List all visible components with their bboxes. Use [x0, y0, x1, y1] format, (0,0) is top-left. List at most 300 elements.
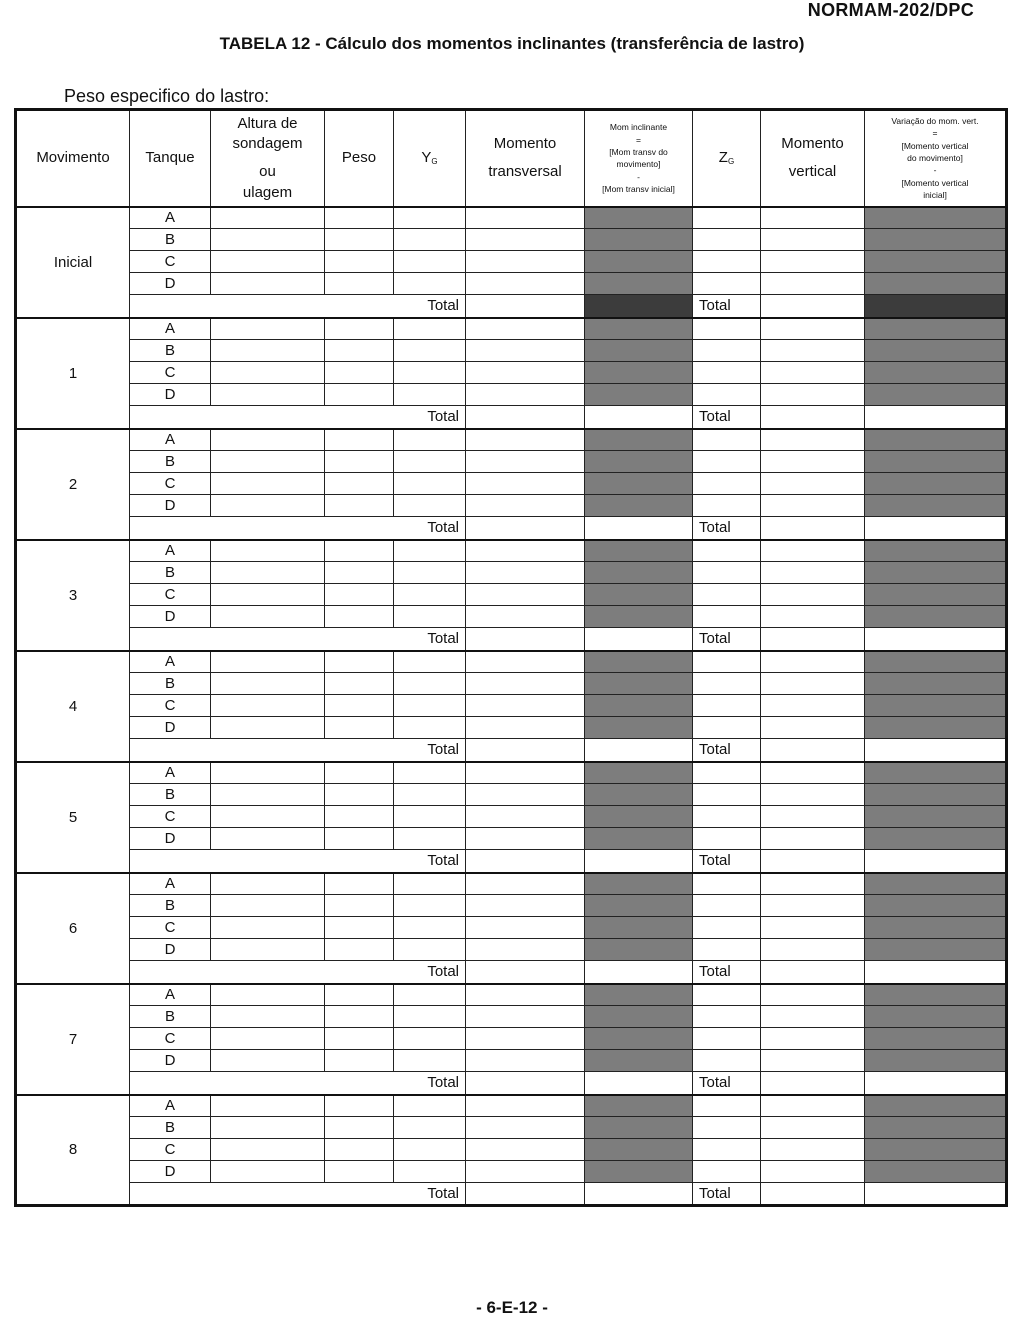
momento-vertical-cell[interactable]	[761, 784, 865, 806]
momento-vertical-cell[interactable]	[761, 717, 865, 739]
zg-cell[interactable]	[693, 229, 761, 251]
peso-cell[interactable]	[325, 1139, 394, 1161]
altura-cell[interactable]	[211, 207, 325, 229]
mom-inclinante-cell[interactable]	[585, 1028, 693, 1050]
variacao-cell[interactable]	[865, 984, 1007, 1006]
momento-vertical-cell[interactable]	[761, 1050, 865, 1072]
mom-inclinante-cell[interactable]	[585, 1117, 693, 1139]
altura-cell[interactable]	[211, 1117, 325, 1139]
momento-transversal-cell[interactable]	[466, 806, 585, 828]
zg-cell[interactable]	[693, 1117, 761, 1139]
yg-cell[interactable]	[394, 673, 466, 695]
variacao-cell[interactable]	[865, 1050, 1007, 1072]
yg-cell[interactable]	[394, 762, 466, 784]
mom-inclinante-cell[interactable]	[585, 451, 693, 473]
momento-transversal-cell[interactable]	[466, 562, 585, 584]
zg-cell[interactable]	[693, 340, 761, 362]
mom-inclinante-cell[interactable]	[585, 273, 693, 295]
variacao-cell[interactable]	[865, 584, 1007, 606]
momento-vertical-total-cell[interactable]	[761, 961, 865, 984]
altura-cell[interactable]	[211, 806, 325, 828]
momento-transversal-cell[interactable]	[466, 1117, 585, 1139]
variacao-total-cell[interactable]	[865, 961, 1007, 984]
momento-vertical-cell[interactable]	[761, 207, 865, 229]
yg-cell[interactable]	[394, 1139, 466, 1161]
altura-cell[interactable]	[211, 917, 325, 939]
momento-vertical-cell[interactable]	[761, 1095, 865, 1117]
momento-vertical-total-cell[interactable]	[761, 1183, 865, 1206]
zg-cell[interactable]	[693, 495, 761, 517]
mom-inclinante-cell[interactable]	[585, 1139, 693, 1161]
altura-cell[interactable]	[211, 984, 325, 1006]
momento-transversal-total-cell[interactable]	[466, 406, 585, 429]
mom-inclinante-cell[interactable]	[585, 917, 693, 939]
altura-cell[interactable]	[211, 340, 325, 362]
zg-cell[interactable]	[693, 207, 761, 229]
altura-cell[interactable]	[211, 429, 325, 451]
zg-cell[interactable]	[693, 873, 761, 895]
momento-transversal-cell[interactable]	[466, 1050, 585, 1072]
peso-cell[interactable]	[325, 695, 394, 717]
momento-vertical-cell[interactable]	[761, 362, 865, 384]
zg-cell[interactable]	[693, 1139, 761, 1161]
zg-cell[interactable]	[693, 473, 761, 495]
peso-cell[interactable]	[325, 318, 394, 340]
zg-cell[interactable]	[693, 273, 761, 295]
yg-cell[interactable]	[394, 251, 466, 273]
altura-cell[interactable]	[211, 229, 325, 251]
zg-cell[interactable]	[693, 806, 761, 828]
altura-cell[interactable]	[211, 1050, 325, 1072]
momento-vertical-cell[interactable]	[761, 473, 865, 495]
zg-cell[interactable]	[693, 562, 761, 584]
momento-transversal-total-cell[interactable]	[466, 1183, 585, 1206]
momento-transversal-total-cell[interactable]	[466, 295, 585, 318]
altura-cell[interactable]	[211, 451, 325, 473]
zg-cell[interactable]	[693, 717, 761, 739]
yg-cell[interactable]	[394, 1117, 466, 1139]
yg-cell[interactable]	[394, 917, 466, 939]
momento-transversal-cell[interactable]	[466, 340, 585, 362]
peso-cell[interactable]	[325, 1028, 394, 1050]
variacao-cell[interactable]	[865, 1095, 1007, 1117]
mom-inclinante-cell[interactable]	[585, 251, 693, 273]
momento-transversal-cell[interactable]	[466, 606, 585, 628]
variacao-cell[interactable]	[865, 473, 1007, 495]
momento-vertical-cell[interactable]	[761, 673, 865, 695]
zg-cell[interactable]	[693, 318, 761, 340]
zg-cell[interactable]	[693, 984, 761, 1006]
variacao-cell[interactable]	[865, 873, 1007, 895]
variacao-cell[interactable]	[865, 340, 1007, 362]
yg-cell[interactable]	[394, 695, 466, 717]
variacao-cell[interactable]	[865, 673, 1007, 695]
mom-inclinante-cell[interactable]	[585, 473, 693, 495]
peso-cell[interactable]	[325, 1006, 394, 1028]
momento-vertical-cell[interactable]	[761, 1161, 865, 1183]
peso-cell[interactable]	[325, 606, 394, 628]
yg-cell[interactable]	[394, 384, 466, 406]
yg-cell[interactable]	[394, 473, 466, 495]
altura-cell[interactable]	[211, 1028, 325, 1050]
yg-cell[interactable]	[394, 429, 466, 451]
mom-inclinante-cell[interactable]	[585, 495, 693, 517]
momento-vertical-cell[interactable]	[761, 695, 865, 717]
momento-transversal-cell[interactable]	[466, 873, 585, 895]
momento-vertical-cell[interactable]	[761, 651, 865, 673]
peso-cell[interactable]	[325, 207, 394, 229]
momento-transversal-cell[interactable]	[466, 673, 585, 695]
variacao-cell[interactable]	[865, 1028, 1007, 1050]
variacao-cell[interactable]	[865, 651, 1007, 673]
yg-cell[interactable]	[394, 984, 466, 1006]
momento-vertical-cell[interactable]	[761, 429, 865, 451]
yg-cell[interactable]	[394, 873, 466, 895]
zg-cell[interactable]	[693, 606, 761, 628]
yg-cell[interactable]	[394, 1161, 466, 1183]
mom-inclinante-cell[interactable]	[585, 207, 693, 229]
momento-vertical-total-cell[interactable]	[761, 295, 865, 318]
yg-cell[interactable]	[394, 784, 466, 806]
mom-inclinante-cell[interactable]	[585, 762, 693, 784]
peso-cell[interactable]	[325, 1117, 394, 1139]
yg-cell[interactable]	[394, 318, 466, 340]
momento-transversal-cell[interactable]	[466, 1095, 585, 1117]
yg-cell[interactable]	[394, 207, 466, 229]
momento-transversal-total-cell[interactable]	[466, 739, 585, 762]
altura-cell[interactable]	[211, 651, 325, 673]
zg-cell[interactable]	[693, 917, 761, 939]
altura-cell[interactable]	[211, 473, 325, 495]
mom-inclinante-total-cell[interactable]	[585, 850, 693, 873]
momento-transversal-cell[interactable]	[466, 273, 585, 295]
momento-vertical-cell[interactable]	[761, 229, 865, 251]
momento-transversal-total-cell[interactable]	[466, 517, 585, 540]
peso-cell[interactable]	[325, 362, 394, 384]
zg-cell[interactable]	[693, 451, 761, 473]
altura-cell[interactable]	[211, 273, 325, 295]
variacao-cell[interactable]	[865, 495, 1007, 517]
mom-inclinante-total-cell[interactable]	[585, 517, 693, 540]
momento-vertical-cell[interactable]	[761, 540, 865, 562]
mom-inclinante-cell[interactable]	[585, 1050, 693, 1072]
altura-cell[interactable]	[211, 762, 325, 784]
mom-inclinante-cell[interactable]	[585, 540, 693, 562]
altura-cell[interactable]	[211, 584, 325, 606]
momento-vertical-total-cell[interactable]	[761, 406, 865, 429]
peso-cell[interactable]	[325, 984, 394, 1006]
peso-cell[interactable]	[325, 673, 394, 695]
momento-transversal-cell[interactable]	[466, 229, 585, 251]
peso-cell[interactable]	[325, 562, 394, 584]
momento-transversal-total-cell[interactable]	[466, 1072, 585, 1095]
momento-transversal-cell[interactable]	[466, 828, 585, 850]
peso-cell[interactable]	[325, 762, 394, 784]
momento-vertical-total-cell[interactable]	[761, 850, 865, 873]
variacao-cell[interactable]	[865, 384, 1007, 406]
variacao-cell[interactable]	[865, 1117, 1007, 1139]
momento-transversal-cell[interactable]	[466, 1006, 585, 1028]
mom-inclinante-total-cell[interactable]	[585, 961, 693, 984]
momento-vertical-cell[interactable]	[761, 384, 865, 406]
variacao-total-cell[interactable]	[865, 628, 1007, 651]
peso-cell[interactable]	[325, 717, 394, 739]
peso-cell[interactable]	[325, 939, 394, 961]
variacao-total-cell[interactable]	[865, 406, 1007, 429]
peso-cell[interactable]	[325, 473, 394, 495]
mom-inclinante-cell[interactable]	[585, 362, 693, 384]
altura-cell[interactable]	[211, 540, 325, 562]
yg-cell[interactable]	[394, 540, 466, 562]
zg-cell[interactable]	[693, 429, 761, 451]
peso-cell[interactable]	[325, 873, 394, 895]
variacao-total-cell[interactable]	[865, 739, 1007, 762]
altura-cell[interactable]	[211, 606, 325, 628]
yg-cell[interactable]	[394, 1006, 466, 1028]
mom-inclinante-total-cell[interactable]	[585, 628, 693, 651]
peso-cell[interactable]	[325, 917, 394, 939]
momento-vertical-cell[interactable]	[761, 273, 865, 295]
variacao-cell[interactable]	[865, 362, 1007, 384]
variacao-cell[interactable]	[865, 828, 1007, 850]
momento-vertical-total-cell[interactable]	[761, 628, 865, 651]
variacao-cell[interactable]	[865, 318, 1007, 340]
altura-cell[interactable]	[211, 784, 325, 806]
altura-cell[interactable]	[211, 717, 325, 739]
peso-cell[interactable]	[325, 1095, 394, 1117]
yg-cell[interactable]	[394, 273, 466, 295]
momento-vertical-cell[interactable]	[761, 806, 865, 828]
yg-cell[interactable]	[394, 1028, 466, 1050]
mom-inclinante-cell[interactable]	[585, 606, 693, 628]
mom-inclinante-cell[interactable]	[585, 784, 693, 806]
yg-cell[interactable]	[394, 939, 466, 961]
zg-cell[interactable]	[693, 1161, 761, 1183]
yg-cell[interactable]	[394, 895, 466, 917]
variacao-cell[interactable]	[865, 806, 1007, 828]
momento-transversal-cell[interactable]	[466, 207, 585, 229]
peso-cell[interactable]	[325, 584, 394, 606]
yg-cell[interactable]	[394, 806, 466, 828]
altura-cell[interactable]	[211, 1095, 325, 1117]
momento-vertical-cell[interactable]	[761, 1117, 865, 1139]
mom-inclinante-cell[interactable]	[585, 429, 693, 451]
momento-transversal-cell[interactable]	[466, 495, 585, 517]
altura-cell[interactable]	[211, 1139, 325, 1161]
variacao-cell[interactable]	[865, 562, 1007, 584]
variacao-cell[interactable]	[865, 784, 1007, 806]
mom-inclinante-cell[interactable]	[585, 939, 693, 961]
altura-cell[interactable]	[211, 1161, 325, 1183]
momento-vertical-cell[interactable]	[761, 340, 865, 362]
yg-cell[interactable]	[394, 717, 466, 739]
momento-transversal-cell[interactable]	[466, 984, 585, 1006]
zg-cell[interactable]	[693, 695, 761, 717]
mom-inclinante-cell[interactable]	[585, 384, 693, 406]
momento-vertical-cell[interactable]	[761, 895, 865, 917]
momento-vertical-total-cell[interactable]	[761, 517, 865, 540]
peso-cell[interactable]	[325, 1161, 394, 1183]
peso-cell[interactable]	[325, 495, 394, 517]
peso-cell[interactable]	[325, 429, 394, 451]
mom-inclinante-cell[interactable]	[585, 229, 693, 251]
mom-inclinante-cell[interactable]	[585, 562, 693, 584]
momento-transversal-cell[interactable]	[466, 584, 585, 606]
altura-cell[interactable]	[211, 562, 325, 584]
mom-inclinante-total-cell[interactable]	[585, 1072, 693, 1095]
momento-transversal-cell[interactable]	[466, 1161, 585, 1183]
momento-vertical-cell[interactable]	[761, 1139, 865, 1161]
yg-cell[interactable]	[394, 229, 466, 251]
variacao-cell[interactable]	[865, 251, 1007, 273]
variacao-cell[interactable]	[865, 451, 1007, 473]
peso-cell[interactable]	[325, 540, 394, 562]
altura-cell[interactable]	[211, 873, 325, 895]
variacao-total-cell[interactable]	[865, 1183, 1007, 1206]
zg-cell[interactable]	[693, 1050, 761, 1072]
yg-cell[interactable]	[394, 651, 466, 673]
mom-inclinante-cell[interactable]	[585, 673, 693, 695]
peso-cell[interactable]	[325, 651, 394, 673]
momento-transversal-cell[interactable]	[466, 717, 585, 739]
variacao-total-cell[interactable]	[865, 850, 1007, 873]
altura-cell[interactable]	[211, 673, 325, 695]
momento-transversal-cell[interactable]	[466, 651, 585, 673]
yg-cell[interactable]	[394, 1095, 466, 1117]
momento-vertical-cell[interactable]	[761, 584, 865, 606]
momento-vertical-cell[interactable]	[761, 873, 865, 895]
altura-cell[interactable]	[211, 895, 325, 917]
variacao-cell[interactable]	[865, 1006, 1007, 1028]
zg-cell[interactable]	[693, 584, 761, 606]
altura-cell[interactable]	[211, 939, 325, 961]
mom-inclinante-total-cell[interactable]	[585, 406, 693, 429]
variacao-cell[interactable]	[865, 717, 1007, 739]
zg-cell[interactable]	[693, 895, 761, 917]
zg-cell[interactable]	[693, 251, 761, 273]
altura-cell[interactable]	[211, 362, 325, 384]
mom-inclinante-cell[interactable]	[585, 806, 693, 828]
momento-transversal-cell[interactable]	[466, 473, 585, 495]
zg-cell[interactable]	[693, 362, 761, 384]
variacao-cell[interactable]	[865, 939, 1007, 961]
momento-transversal-cell[interactable]	[466, 362, 585, 384]
altura-cell[interactable]	[211, 495, 325, 517]
mom-inclinante-total-cell[interactable]	[585, 739, 693, 762]
yg-cell[interactable]	[394, 451, 466, 473]
momento-vertical-cell[interactable]	[761, 762, 865, 784]
momento-vertical-cell[interactable]	[761, 562, 865, 584]
momento-vertical-cell[interactable]	[761, 606, 865, 628]
zg-cell[interactable]	[693, 762, 761, 784]
zg-cell[interactable]	[693, 1028, 761, 1050]
yg-cell[interactable]	[394, 606, 466, 628]
mom-inclinante-cell[interactable]	[585, 695, 693, 717]
peso-cell[interactable]	[325, 784, 394, 806]
momento-transversal-cell[interactable]	[466, 318, 585, 340]
altura-cell[interactable]	[211, 1006, 325, 1028]
momento-transversal-cell[interactable]	[466, 429, 585, 451]
yg-cell[interactable]	[394, 828, 466, 850]
momento-transversal-total-cell[interactable]	[466, 850, 585, 873]
zg-cell[interactable]	[693, 784, 761, 806]
mom-inclinante-cell[interactable]	[585, 873, 693, 895]
altura-cell[interactable]	[211, 251, 325, 273]
momento-vertical-cell[interactable]	[761, 1006, 865, 1028]
yg-cell[interactable]	[394, 362, 466, 384]
momento-vertical-cell[interactable]	[761, 495, 865, 517]
momento-transversal-cell[interactable]	[466, 762, 585, 784]
momento-vertical-cell[interactable]	[761, 1028, 865, 1050]
altura-cell[interactable]	[211, 828, 325, 850]
yg-cell[interactable]	[394, 584, 466, 606]
mom-inclinante-cell[interactable]	[585, 1161, 693, 1183]
variacao-cell[interactable]	[865, 695, 1007, 717]
momento-transversal-cell[interactable]	[466, 384, 585, 406]
momento-vertical-cell[interactable]	[761, 917, 865, 939]
momento-transversal-cell[interactable]	[466, 695, 585, 717]
momento-vertical-total-cell[interactable]	[761, 1072, 865, 1095]
mom-inclinante-cell[interactable]	[585, 584, 693, 606]
zg-cell[interactable]	[693, 384, 761, 406]
mom-inclinante-cell[interactable]	[585, 651, 693, 673]
peso-cell[interactable]	[325, 229, 394, 251]
momento-transversal-cell[interactable]	[466, 917, 585, 939]
mom-inclinante-cell[interactable]	[585, 717, 693, 739]
peso-cell[interactable]	[325, 806, 394, 828]
peso-cell[interactable]	[325, 1050, 394, 1072]
yg-cell[interactable]	[394, 495, 466, 517]
mom-inclinante-total-cell[interactable]	[585, 1183, 693, 1206]
momento-transversal-cell[interactable]	[466, 1139, 585, 1161]
variacao-cell[interactable]	[865, 606, 1007, 628]
momento-transversal-total-cell[interactable]	[466, 961, 585, 984]
peso-cell[interactable]	[325, 828, 394, 850]
zg-cell[interactable]	[693, 939, 761, 961]
momento-transversal-total-cell[interactable]	[466, 628, 585, 651]
momento-transversal-cell[interactable]	[466, 895, 585, 917]
zg-cell[interactable]	[693, 1095, 761, 1117]
momento-vertical-cell[interactable]	[761, 939, 865, 961]
mom-inclinante-cell[interactable]	[585, 1006, 693, 1028]
mom-inclinante-cell[interactable]	[585, 318, 693, 340]
altura-cell[interactable]	[211, 695, 325, 717]
variacao-cell[interactable]	[865, 762, 1007, 784]
zg-cell[interactable]	[693, 540, 761, 562]
variacao-cell[interactable]	[865, 1161, 1007, 1183]
peso-cell[interactable]	[325, 895, 394, 917]
mom-inclinante-cell[interactable]	[585, 895, 693, 917]
momento-transversal-cell[interactable]	[466, 784, 585, 806]
variacao-cell[interactable]	[865, 1139, 1007, 1161]
yg-cell[interactable]	[394, 562, 466, 584]
variacao-cell[interactable]	[865, 540, 1007, 562]
zg-cell[interactable]	[693, 651, 761, 673]
peso-cell[interactable]	[325, 340, 394, 362]
momento-transversal-cell[interactable]	[466, 1028, 585, 1050]
variacao-cell[interactable]	[865, 229, 1007, 251]
peso-cell[interactable]	[325, 251, 394, 273]
variacao-cell[interactable]	[865, 273, 1007, 295]
momento-vertical-cell[interactable]	[761, 251, 865, 273]
mom-inclinante-cell[interactable]	[585, 984, 693, 1006]
momento-vertical-total-cell[interactable]	[761, 739, 865, 762]
variacao-cell[interactable]	[865, 917, 1007, 939]
variacao-total-cell[interactable]	[865, 517, 1007, 540]
mom-inclinante-cell[interactable]	[585, 1095, 693, 1117]
momento-vertical-cell[interactable]	[761, 318, 865, 340]
zg-cell[interactable]	[693, 673, 761, 695]
